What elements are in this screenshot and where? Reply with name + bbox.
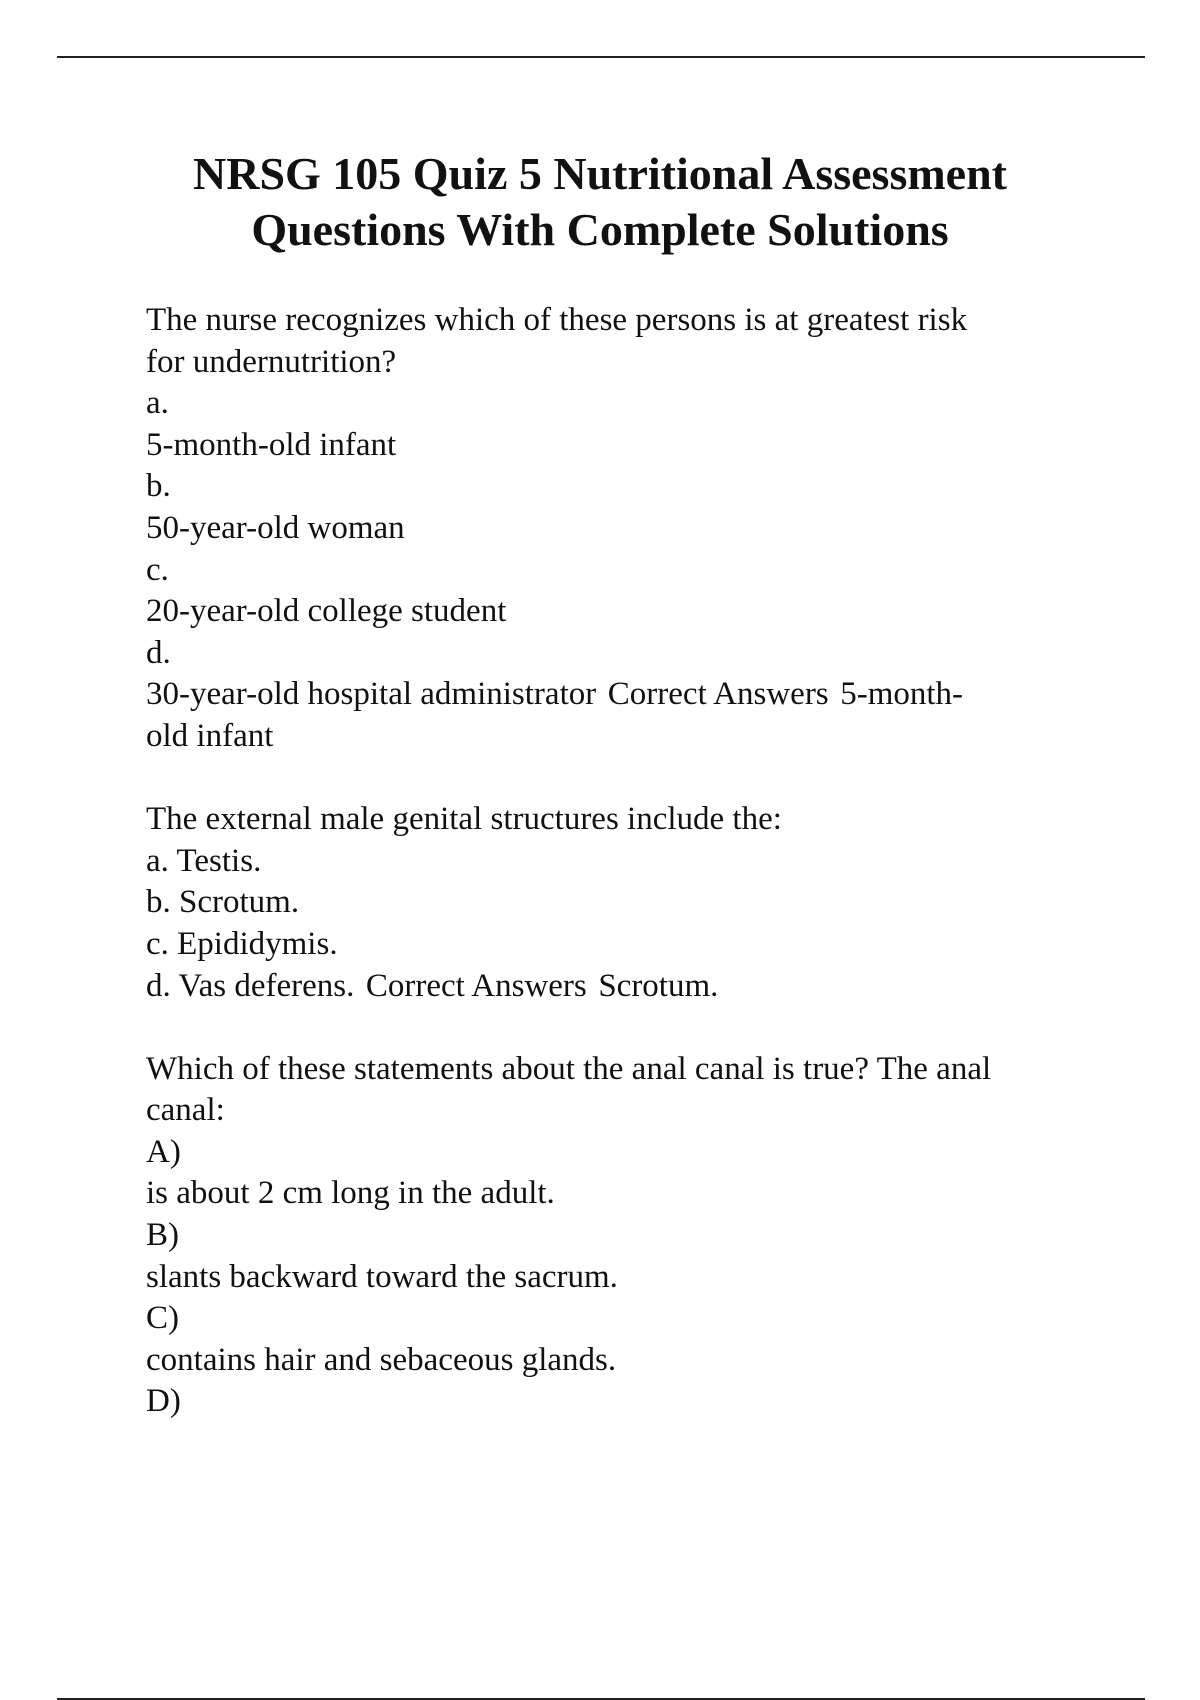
question-1-stem-line-1: The nurse recognizes which of these persons is at greatest risk [146, 302, 968, 338]
question-1-option-d-text: 30-year-old hospital administrator [146, 676, 597, 713]
document-body [146, 300, 1086, 1465]
question-3-option-c-label: C) [146, 1300, 179, 1337]
question-3-stem-line-1: Which of these statements about the anal canal is true? The anal [146, 1050, 992, 1087]
question-1 [146, 300, 1086, 758]
question-1-option-a-text: 5-month-old infant [146, 426, 397, 463]
question-2-stem-line-1: The external male genital structures include the: [146, 801, 782, 838]
question-3-stem-line-2: canal: [146, 1092, 225, 1129]
question-1-option-d-label: d. [146, 634, 171, 671]
question-1-stem-line-2: for undernutrition? [146, 343, 397, 380]
question-3-option-c-text: contains hair and sebaceous glands. [146, 1341, 617, 1378]
question-1-option-b-label: b. [146, 468, 171, 505]
question-2-answer-text: Scrotum. [598, 967, 719, 1004]
document-title [100, 146, 1100, 258]
question-1-option-c-label: c. [146, 551, 169, 588]
title-line-1: NRSG 105 Quiz 5 Nutritional Assessment [193, 148, 1007, 199]
question-2-option-d: d. Vas deferens. [146, 967, 355, 1004]
question-1-answer-text-part-1: 5-month- [840, 676, 964, 713]
question-2 [146, 799, 1086, 1007]
question-3-option-b-label: B) [146, 1217, 179, 1254]
question-3-option-b-text: slants backward toward the sacrum. [146, 1258, 618, 1295]
question-2-answer-line [146, 966, 1086, 1008]
question-1-option-a-label: a. [146, 385, 169, 422]
question-3-option-a-text: is about 2 cm long in the adult. [146, 1175, 555, 1212]
question-1-option-b-text: 50-year-old woman [146, 509, 405, 546]
question-2-option-b: b. Scrotum. [146, 884, 300, 921]
title-line-2: Questions With Complete Solutions [251, 204, 949, 255]
question-3-option-d-label: D) [146, 1383, 181, 1420]
question-1-answer-label: Correct Answers [607, 676, 829, 713]
question-3-option-a-label: A) [146, 1133, 181, 1170]
question-3 [146, 1049, 1086, 1423]
question-2-option-c: c. Epididymis. [146, 925, 338, 962]
question-1-answer-line [146, 674, 1086, 716]
question-1-option-c-text: 20-year-old college student [146, 593, 507, 630]
question-1-answer-text-part-2: old infant [146, 717, 274, 754]
question-2-option-a: a. Testis. [146, 842, 262, 879]
top-rule [57, 56, 1145, 58]
question-2-answer-label: Correct Answers [365, 967, 587, 1004]
